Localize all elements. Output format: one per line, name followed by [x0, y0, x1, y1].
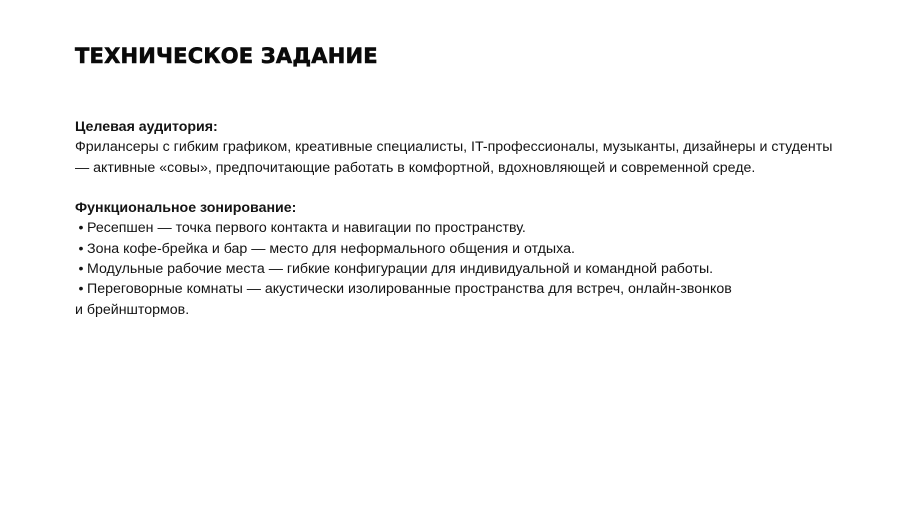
list-item-text: Переговорные комнаты — акустически изолированные пространства для встреч, онлайн-звонков [87, 281, 732, 298]
brief-body [75, 117, 855, 320]
bullet-icon: • [78, 281, 84, 298]
list-item-workspaces [75, 259, 855, 279]
list-item-continuation: и брейнштормов. [75, 301, 190, 318]
list-item-coffee-bar [75, 239, 855, 259]
zoning-heading: Функциональное зонирование: [75, 200, 297, 217]
bullet-icon: • [78, 261, 84, 278]
page-title: ТЕХНИЧЕСКОЕ ЗАДАНИЕ [75, 44, 378, 68]
audience-text-line-1: Фрилансеры с гибким графиком, креативные специалисты, IT-профессионалы, музыканты, дизайнеры и студенты [75, 139, 833, 156]
list-item-text: Модульные рабочие места — гибкие конфигурации для индивидуальной и командной работы. [87, 261, 714, 278]
bullet-icon: • [78, 240, 84, 257]
section-gap [75, 178, 855, 198]
audience-text-line-2: — активные «совы», предпочитающие работать в комфортной, вдохновляющей и современной среде. [75, 159, 756, 176]
bullet-icon: • [78, 220, 84, 237]
list-item-meeting-rooms [75, 279, 855, 299]
list-item-text: Ресепшен — точка первого контакта и навигации по пространству. [87, 220, 526, 237]
list-item-text: Зона кофе-брейка и бар — место для неформального общения и отдыха. [87, 240, 575, 257]
list-item-reception [75, 218, 855, 238]
audience-heading: Целевая аудитория: [75, 119, 218, 135]
